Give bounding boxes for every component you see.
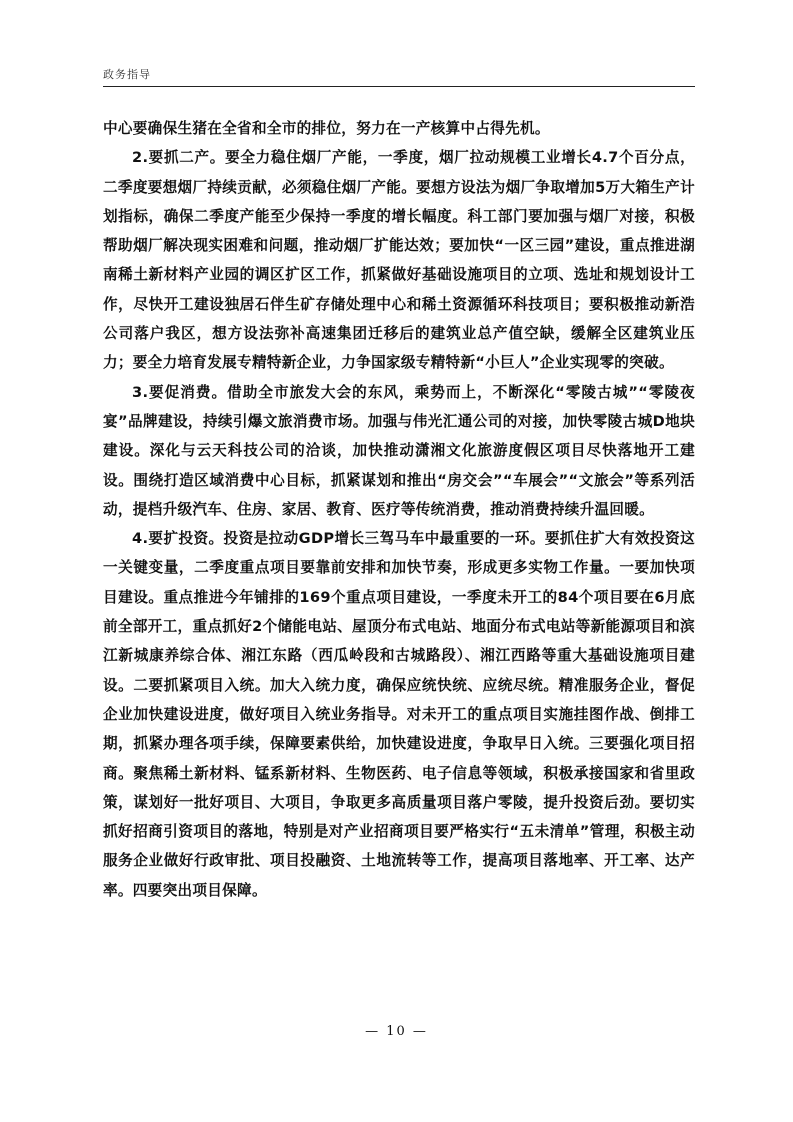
page-number: — 10 —: [365, 1024, 428, 1039]
paragraph-continuation: 中心要确保生猪在全省和全市的排位，努力在一产核算中占得先机。: [103, 120, 550, 137]
header-title: 政务指导: [103, 68, 151, 81]
document-body: [103, 114, 695, 905]
paragraph-investment: 4.要扩投资。投资是拉动GDP增长三驾马车中最重要的一环。要抓住扩大有效投资这一关键变量，二季度重点项目要靠前安排和加快节奏，形成更多实物工作量。一要加快项目建设。重点推进今年铺排的169个重点项目建设，一季度未开工的84个项目要在6月底前全部开工，重点抓好2个储能电站、屋顶分布式电站、地面分布式电站等新能源项目和滨江新城康养综合体、湘江东路（西瓜岭段和古城路段）、湘江西路等重大基础设施项目建设。二要抓紧项目入统。加大入统力度，确保应统快统、应统尽统。精准服务企业，督促企业加快建设进度，做好项目入统业务指导。对未开工的重点项目实施挂图作战、倒排工期，抓紧办理各项手续，保障要素供给，加快建设进度，争取早日入统。三要强化项目招商。聚焦稀土新材料、锰系新材料、生物医药、电子信息等领域，积极承接国家和省里政策，谋划好一批好项目、大项目，争取更多高质量项目落户零陵，提升投资后劲。要切实抓好招商引资项目的落地，特别是对产业招商项目要严格实行“五未清单”管理，积极主动服务企业做好行政审批、项目投融资、土地流转等工作，提高项目落地率、开工率、达产率。四要突出项目保障。: [103, 530, 695, 899]
paragraph-consumption: 3.要促消费。借助全市旅发大会的东风，乘势而上，不断深化“零陵古城”“零陵夜宴”品牌建设，持续引爆文旅消费市场。加强与伟光汇通公司的对接，加快零陵古城D地块建设。深化与云天科技公司的洽谈，加快推动潇湘文化旅游度假区项目尽快落地开工建设。围绕打造区域消费中心目标，抓紧谋划和推出“房交会”“车展会”“文旅会”等系列活动，提档升级汽车、住房、家居、教育、医疗等传统消费，推动消费持续升温回暖。: [103, 383, 695, 518]
paragraph-secondary-industry: 2.要抓二产。要全力稳住烟厂产能，一季度，烟厂拉动规模工业增长4.7个百分点，二季度要想烟厂持续贡献，必须稳住烟厂产能。要想方设法为烟厂争取增加5万大箱生产计划指标，确保二季度产能至少保持一季度的增长幅度。科工部门要加强与烟厂对接，积极帮助烟厂解决现实困难和问题，推动烟厂扩能达效；要加快“一区三园”建设，重点推进湖南稀土新材料产业园的调区扩区工作，抓紧做好基础设施项目的立项、选址和规划设计工作，尽快开工建设独居石伴生矿存储处理中心和稀土资源循环科技项目；要积极推动新浩公司落户我区，想方设法弥补高速集团迁移后的建筑业总产值空缺，缓解全区建筑业压力；要全力培育发展专精特新企业，力争国家级专精特新“小巨人”企业实现零的突破。: [103, 149, 695, 372]
page-header: [103, 64, 695, 87]
